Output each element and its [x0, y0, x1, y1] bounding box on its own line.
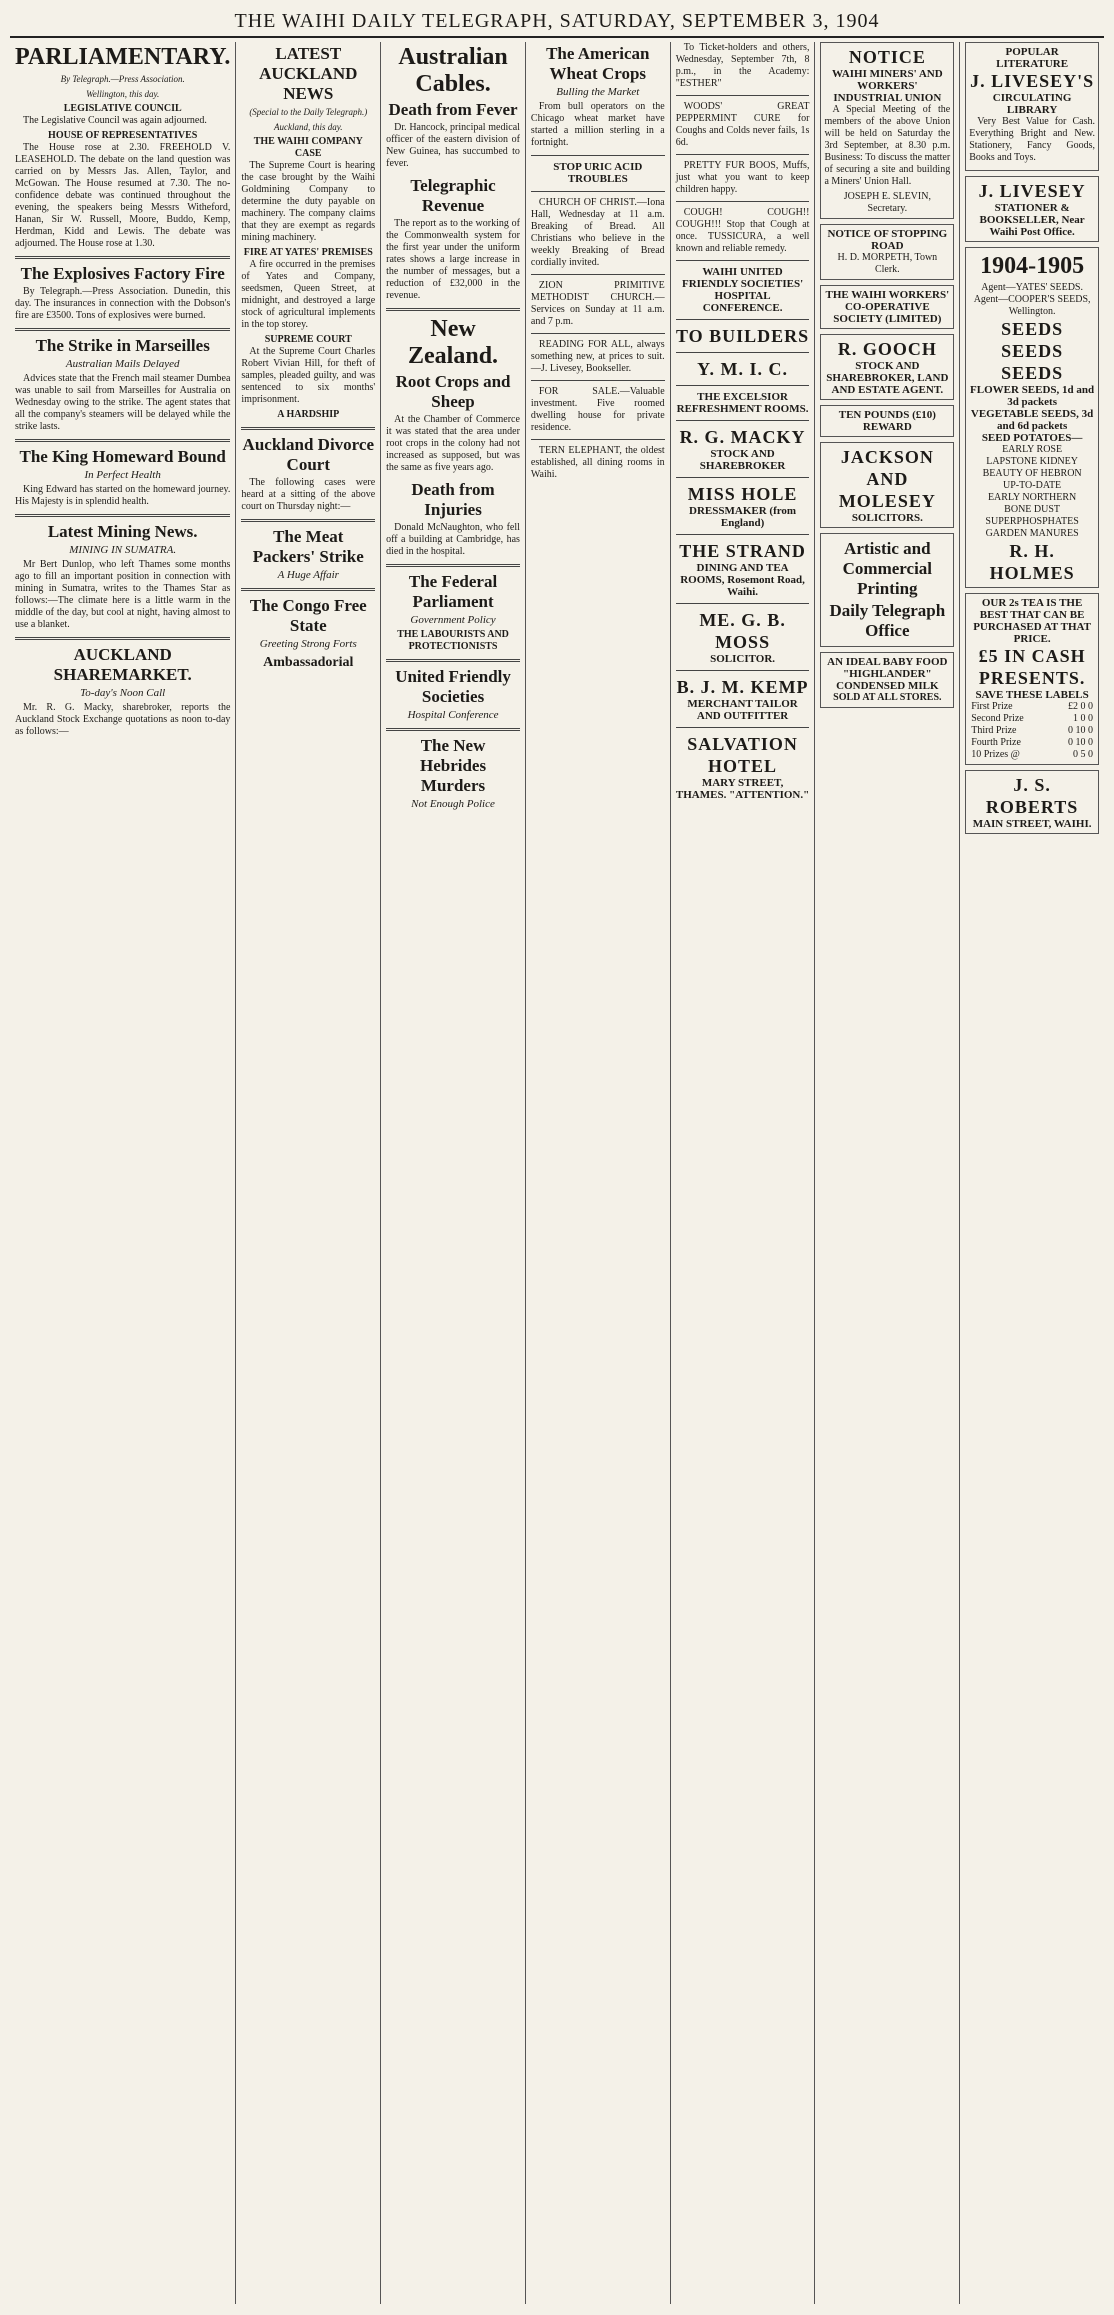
- prize-value: 0 10 0: [1067, 737, 1093, 748]
- article-headline: The Strike in Marseilles: [35, 336, 210, 355]
- table-row: [969, 701, 1095, 713]
- seeds-label: SEEDS: [1001, 341, 1064, 361]
- divider: [531, 274, 665, 275]
- prize-label: Second Prize: [971, 713, 1024, 724]
- divider: [676, 670, 810, 671]
- ad-headline: R. GOOCH: [837, 339, 937, 359]
- ad-headline: TO BUILDERS: [675, 326, 810, 346]
- column-3: [381, 42, 526, 2304]
- ad-subhead: STATIONER & BOOKSELLER, Near Waihi Post Office.: [979, 202, 1085, 238]
- ad-headline: B. J. M. KEMP: [676, 677, 809, 697]
- hebrides-article: [386, 736, 520, 811]
- potato-item: BEAUTY OF HEBRON: [982, 468, 1082, 479]
- ad-signature: H. D. MORPETH, Town Clerk.: [837, 252, 938, 275]
- article-headline: The King Homeward Bound: [19, 447, 226, 466]
- divider: [676, 260, 810, 261]
- article-subhead: Greeting Strong Forts: [259, 638, 357, 650]
- article-text: From bull operators on the Chicago wheat market have started a million sterling in a fortnight.: [530, 101, 665, 148]
- article-subhead: Government Policy: [410, 614, 496, 626]
- king-article: [15, 447, 230, 508]
- table-row: [969, 713, 1095, 725]
- article-headline: Root Crops and Sheep: [395, 372, 511, 411]
- article-headline: The Explosives Factory Fire: [20, 264, 225, 283]
- divider: [531, 333, 665, 334]
- prize-value: 0 5 0: [1072, 749, 1093, 760]
- prize-label: 10 Prizes @: [971, 749, 1020, 760]
- divider: [676, 477, 810, 478]
- prize-label: Third Prize: [971, 725, 1017, 736]
- divider: [531, 155, 665, 156]
- article-text: Advices state that the French mail steamer Dumbea was unable to sail from Marseilles for Australia on Wednesday owing to the strike. The agent states that all the company's steamers will be delayed while the strike lasts.: [15, 373, 231, 432]
- injuries-article: [386, 480, 520, 558]
- prize-label: Fourth Prize: [971, 737, 1021, 748]
- article-text: Mr. R. G. Macky, sharebroker, reports the Auckland Stock Exchange quotations as noon to-day as follows:—: [15, 702, 231, 737]
- divider: [676, 385, 810, 386]
- ad-headline: SALVATION HOTEL: [687, 734, 798, 776]
- ad-subhead: DRESSMAKER (from England): [689, 505, 797, 529]
- divider: [531, 380, 665, 381]
- ad-headline: JACKSON AND MOLESEY: [838, 447, 936, 511]
- prize-value: 0 10 0: [1067, 725, 1093, 736]
- ad-text: Very Best Value for Cash. Everything Bright and New. Stationery, Fancy Goods, Books and Toys.: [969, 116, 1095, 163]
- union-notice: [820, 42, 954, 219]
- vegetable-seeds: VEGETABLE SEEDS, 3d and 6d packets: [970, 408, 1094, 432]
- flower-seeds: FLOWER SEEDS, 1d and 3d packets: [970, 384, 1095, 408]
- seeds-label: SEEDS: [1001, 319, 1064, 339]
- ad-headline: J. LIVESEY'S: [970, 71, 1095, 91]
- dateline: Wellington, this day.: [86, 89, 160, 99]
- article-headline: Telegraphic Revenue: [410, 176, 496, 215]
- article-subhead: Australian Mails Delayed: [65, 358, 180, 370]
- article-text: Donald McNaughton, who fell off a building at Cambridge, has died in the hospital.: [386, 522, 520, 557]
- library-ad: [965, 42, 1099, 171]
- jackson-ad: [820, 442, 954, 528]
- notice-reading: READING FOR ALL, always something new, at prices to suit.—J. Livesey, Bookseller.: [530, 339, 665, 374]
- divider: [386, 728, 520, 731]
- ad-headline: THE WAIHI WORKERS' CO-OPERATIVE SOCIETY (LIMITED): [825, 289, 950, 325]
- column-7: [960, 42, 1104, 2304]
- ad-headline: Y. M. I. C.: [697, 359, 788, 379]
- table-row: [969, 737, 1095, 749]
- ad-headline: STOP URIC ACID TROUBLES: [553, 161, 643, 185]
- notice-esther: To Ticket-holders and others, Wednesday, September 7th, 8 p.m., in the Academy: "ESTHER": [675, 42, 810, 89]
- divider: [531, 191, 665, 192]
- column-1: [10, 42, 236, 2304]
- divider: [676, 201, 810, 202]
- divider: [15, 328, 230, 331]
- article-headline: The Congo Free State: [249, 596, 367, 635]
- byline: (Special to the Daily Telegraph.): [249, 107, 368, 117]
- ad-subhead: STOCK AND SHAREBROKER: [699, 448, 786, 472]
- table-row: [969, 725, 1095, 737]
- article-text: The following cases were heard at a sitting of the above court on Thursday night:—: [241, 477, 376, 512]
- article-subhead: To-day's Noon Call: [80, 687, 166, 699]
- prize-value: 1 0 0: [1072, 713, 1093, 724]
- column-4: [526, 42, 671, 2304]
- article-headline: The New Hebrides Murders: [419, 736, 487, 795]
- ad-headline: R. H. HOLMES: [989, 541, 1075, 583]
- article-headline: LATEST AUCKLAND NEWS: [259, 44, 358, 103]
- seeds-label: SEEDS: [1001, 363, 1064, 383]
- ad-headline: THE EXCELSIOR REFRESHMENT ROOMS.: [676, 391, 809, 415]
- article-subhead: Not Enough Police: [411, 798, 495, 810]
- explosives-article: [15, 264, 230, 322]
- article-text: The House rose at 2.30. FREEHOLD V. LEASEHOLD. The debate on the land question was carried on by Messrs Jas. Allen, Taylor, and McGowan. The House resumed at 7.30. The no-confidence debate was continued throughout the evening, the speakers being Messrs Witheford, Hanan, Sir W. Russell, Moore, Buddo, Kemp, Herdman, Kidd and Lewis. The debate was adjourned. The House rose at 1.30.: [15, 142, 231, 249]
- article-headline: The Federal Parliament: [408, 572, 498, 611]
- road-notice: [820, 224, 954, 280]
- notice-zion: ZION PRIMITIVE METHODIST CHURCH.—Services on Sunday at 11 a.m. and 7 p.m.: [530, 280, 665, 327]
- prize-table: [969, 701, 1095, 761]
- ad-subhead: MARY STREET, THAMES. "ATTENTION.": [675, 777, 810, 801]
- garden-item: BONE DUST: [1004, 504, 1061, 515]
- article-headline: PARLIAMENTARY.: [15, 44, 231, 70]
- article-headline: Death from Fever: [388, 100, 518, 119]
- divider: [241, 427, 375, 430]
- article-headline: The Meat Packers' Strike: [252, 527, 364, 566]
- notice-sale: FOR SALE.—Valuable investment. Five roomed dwelling house for private residence.: [530, 386, 665, 433]
- article-text: The report as to the working of the Commonwealth system for the first year under the uniform rates shows a large increase in the number of messages, but a reduction of £32,000 in the revenue.: [386, 218, 520, 301]
- byline: By Telegraph.—Press Association.: [60, 74, 185, 84]
- ad-subhead: MAIN STREET, WAIHI.: [972, 818, 1092, 830]
- friendly-article: [386, 667, 520, 722]
- strike-article: [15, 336, 230, 433]
- potato-item: UP-TO-DATE: [1003, 480, 1062, 491]
- roots-article: [386, 372, 520, 474]
- ad-headline: POPULAR LITERATURE: [996, 46, 1069, 70]
- section-title: LEGISLATIVE COUNCIL: [63, 103, 182, 114]
- article-headline: Death from Injuries: [411, 480, 495, 519]
- ad-subhead: Agent—YATES' SEEDS. Agent—COOPER'S SEEDS, Wellington.: [973, 282, 1091, 317]
- ad-headline: WAIHI UNITED FRIENDLY SOCIETIES' HOSPITAL CONFERENCE.: [681, 266, 804, 314]
- divorce-article: [241, 435, 375, 513]
- garden-item: SUPERPHOSPHATES: [985, 516, 1079, 527]
- workers-notice: [820, 285, 954, 329]
- fever-article: [386, 100, 520, 170]
- notice-elephant: TERN ELEPHANT, the oldest established, all dining rooms in Waihi.: [530, 445, 665, 480]
- divider: [241, 519, 375, 522]
- table-row: [969, 749, 1095, 761]
- stationer-ad: [965, 176, 1099, 242]
- meat-article: [241, 527, 375, 582]
- reward-ad: [820, 405, 954, 437]
- section-title: SUPREME COURT: [264, 334, 352, 345]
- garden-item: GARDEN MANURES: [985, 528, 1079, 539]
- mining-article: [15, 522, 230, 631]
- divider: [15, 514, 230, 517]
- printing-ad: [820, 533, 954, 647]
- article-text: Mr Bert Dunlop, who left Thames some months ago to fill an important position in connection with mining in Sumatra, writes to the Thames Star as follows:—The climate here is a little warm in the middle of the day, but cool at night, having almost to use a blanket.: [15, 559, 231, 630]
- notice-woods: WOODS' GREAT PEPPERMINT CURE for Coughs and Colds never fails, 1s 6d.: [675, 101, 810, 148]
- article-text: By Telegraph.—Press Association. Dunedin, this day. The insurances in connection with the Dobson's fire are £3500. Tons of explosives were burned.: [15, 286, 231, 321]
- ad-headline: £5 IN CASH PRESENTS.: [978, 646, 1086, 688]
- ad-subhead: DINING AND TEA ROOMS, Rosemont Road, Waihi.: [680, 562, 805, 598]
- ad-subhead: "HIGHLANDER" CONDENSED MILK: [836, 668, 939, 692]
- federal-article: [386, 572, 520, 653]
- column-2: [236, 42, 381, 2304]
- ad-headline: J. S. ROBERTS: [985, 775, 1079, 817]
- notice-church: CHURCH OF CHRIST.—Iona Hall, Wednesday at 11 a.m. Breaking of Bread. All Christians who believe in the weekly Breaking of Bread cordially invited.: [530, 197, 665, 268]
- revenue-article: [386, 176, 520, 302]
- divider: [386, 659, 520, 662]
- potatoes-heading: SEED POTATOES—: [981, 432, 1083, 444]
- divider: [15, 637, 230, 640]
- divider: [676, 154, 810, 155]
- ad-headline: TEN POUNDS (£10) REWARD: [838, 409, 936, 433]
- baby-food-ad: [820, 652, 954, 708]
- ad-subhead: MERCHANT TAILOR AND OUTFITTER: [687, 698, 798, 722]
- auckland-news: [241, 44, 375, 421]
- divider: [676, 727, 810, 728]
- ad-headline: 1904-1905: [980, 253, 1085, 279]
- columns: [10, 42, 1104, 2304]
- ad-headline: J. LIVESEY: [978, 181, 1086, 201]
- ad-headline: NOTICE: [848, 47, 926, 67]
- divider: [676, 420, 810, 421]
- section-title: THE LABOURISTS AND PROTECTIONISTS: [397, 629, 509, 652]
- potato-item: EARLY NORTHERN: [987, 492, 1077, 503]
- ad-headline: MISS HOLE: [687, 484, 798, 504]
- seeds-ad: [965, 247, 1099, 588]
- tea-ad: [965, 593, 1099, 765]
- column-5: [671, 42, 816, 2304]
- divider: [531, 439, 665, 440]
- ad-headline: THE STRAND: [679, 541, 806, 561]
- section-banner: Australian Cables.: [398, 44, 508, 97]
- ad-subhead: SAVE THESE LABELS: [975, 689, 1089, 701]
- potato-item: EARLY ROSE: [1002, 444, 1063, 455]
- article-headline: Auckland Divorce Court: [242, 435, 374, 474]
- section-title: HOUSE OF REPRESENTATIVES: [48, 130, 198, 141]
- uric-ad: [531, 161, 665, 185]
- section-banner: New Zealand.: [408, 316, 499, 369]
- divider: [676, 603, 810, 604]
- divider: [386, 564, 520, 567]
- ad-headline: R. G. MACKY: [679, 427, 806, 447]
- ad-signature: JOSEPH E. SLEVIN, Secretary.: [843, 191, 931, 214]
- divider: [676, 352, 810, 353]
- column-6: [815, 42, 960, 2304]
- ad-headline: ME. G. B. MOSS: [699, 610, 786, 652]
- article-subhead: In Perfect Health: [84, 469, 161, 481]
- article-text: At the Supreme Court Charles Robert Vivian Hill, for theft of samples, pleaded guilty, and was sentenced to six months' imprisonment.: [241, 346, 376, 405]
- article-headline: AUCKLAND SHAREMARKET.: [53, 645, 192, 684]
- notice-pretty: PRETTY FUR BOOS, Muffs, just what you want to keep children happy.: [675, 160, 810, 195]
- divider: [676, 534, 810, 535]
- article-subhead: Hospital Conference: [407, 709, 499, 721]
- ad-text: A Special Meeting of the members of the above Union will be held on Saturday the 3rd September, at 8.30 p.m. Business: To discuss the matter of securing a site and building a Miners' Union Hall.: [824, 104, 951, 187]
- prize-value: £2 0 0: [1067, 701, 1093, 712]
- article-text: A fire occurred in the premises of Yates and Company, seedsmen, Queen Street, at midnight, and destroyed a large stock of agricultural implements in the top storey.: [241, 259, 376, 330]
- divider: [676, 95, 810, 96]
- divider: [386, 308, 520, 311]
- section-title: THE WAIHI COMPANY CASE: [253, 136, 363, 159]
- ad-headline: Artistic and Commercial Printing: [842, 539, 933, 598]
- article-headline: Ambassadorial: [263, 655, 354, 670]
- ad-subhead: SOLICITORS.: [851, 512, 923, 524]
- ad-subhead: CIRCULATING LIBRARY: [992, 92, 1072, 116]
- article-subhead: MINING IN SUMATRA.: [69, 544, 177, 556]
- ad-subhead: WAIHI MINERS' AND WORKERS' INDUSTRIAL UNION: [832, 68, 943, 104]
- article-text: At the Chamber of Commerce it was stated that the area under root crops in the colony had not increased as supposed, but was the same as five years ago.: [386, 414, 520, 473]
- congo-article: [241, 596, 375, 673]
- article-headline: United Friendly Societies: [395, 667, 511, 706]
- parliamentary-article: [15, 44, 230, 250]
- potato-item: LAPSTONE KIDNEY: [986, 456, 1078, 467]
- divider: [15, 439, 230, 442]
- section-title: FIRE AT YATES' PREMISES: [243, 247, 373, 258]
- article-text: King Edward has started on the homeward journey. His Majesty is in splendid health.: [15, 484, 231, 507]
- notice-cough: COUGH! COUGH!! COUGH!!! Stop that Cough at once. TUSSICURA, a well known and reliable remedy.: [675, 207, 810, 254]
- article-subhead: Bulling the Market: [556, 86, 640, 98]
- prize-label: First Prize: [971, 701, 1013, 712]
- sharemarket-article: [15, 645, 230, 738]
- divider: [15, 256, 230, 259]
- article-headline: Latest Mining News.: [47, 522, 198, 541]
- article-text: The Supreme Court is hearing the case brought by the Waihi Goldmining Company to determine the duty payable on machinery. The company claims that they are exempt as regards mining machinery.: [241, 160, 376, 243]
- ad-headline: AN IDEAL BABY FOOD: [827, 656, 948, 668]
- article-headline: The American Wheat Crops: [546, 44, 650, 83]
- ad-subhead: Daily Telegraph Office: [829, 601, 946, 640]
- ad-subhead: SOLICITOR.: [710, 653, 776, 665]
- masthead: THE WAIHI DAILY TELEGRAPH, SATURDAY, SEPTEMBER 3, 1904: [10, 6, 1104, 38]
- article-subhead: A Huge Affair: [277, 569, 339, 581]
- roberts-ad: [965, 770, 1099, 834]
- ad-footer: SOLD AT ALL STORES.: [833, 692, 942, 703]
- section-title: A HARDSHIP: [277, 409, 340, 420]
- article-text: The Legislative Council was again adjourned.: [23, 115, 207, 126]
- dateline: Auckland, this day.: [274, 122, 343, 132]
- article-text: Dr. Hancock, principal medical officer of the eastern division of New Guinea, has succumbed to fever.: [386, 122, 520, 169]
- divider: [241, 588, 375, 591]
- wheat-article: [531, 44, 665, 149]
- gooch-ad: [820, 334, 954, 400]
- divider: [676, 319, 810, 320]
- ad-headline: OUR 2s TEA IS THE BEST THAT CAN BE PURCHASED AT THAT PRICE.: [973, 597, 1091, 645]
- ad-subhead: STOCK AND SHAREBROKER, LAND AND ESTATE AGENT.: [826, 360, 949, 396]
- ad-headline: NOTICE OF STOPPING ROAD: [827, 228, 948, 252]
